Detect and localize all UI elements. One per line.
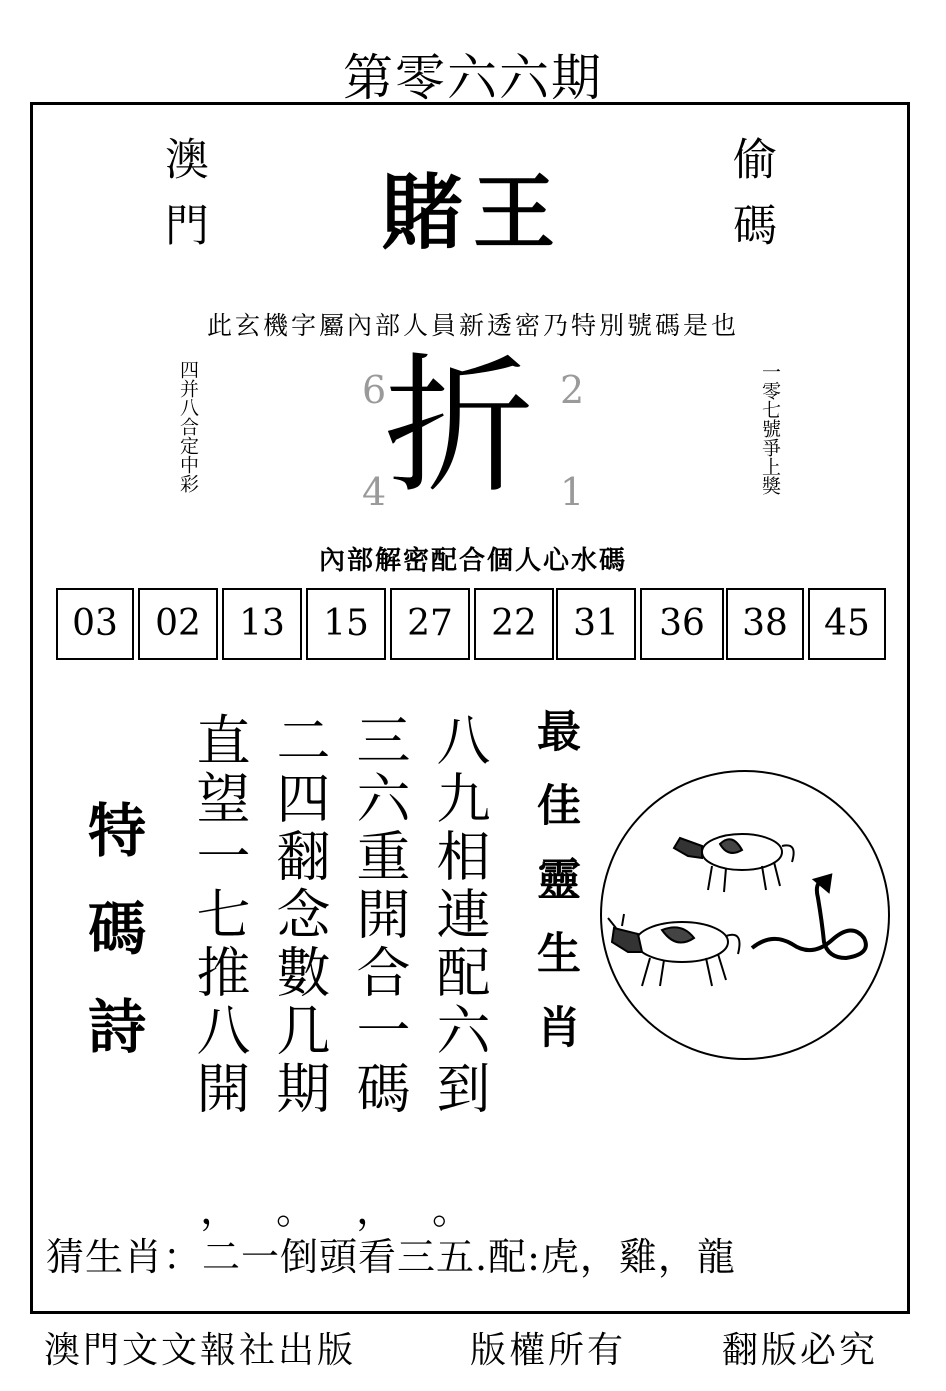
- intro-text: 此玄機字屬內部人員新透密乃特別號碼是也: [206, 311, 739, 340]
- numbers-title: 內部解密配合個人心水碼: [318, 546, 627, 576]
- poem-punctuation: ，: [356, 1187, 396, 1233]
- right-note: 一零七號爭上獎: [759, 362, 781, 495]
- poem-punctuation: ，: [200, 1187, 240, 1233]
- guess-zodiac-text: 猜生肖：二一倒頭看三五.配:虎，雞，龍: [46, 1235, 736, 1279]
- corner-digit: 4: [362, 470, 387, 514]
- corner-digit: 2: [560, 368, 585, 412]
- right-tag: 偷碼: [725, 136, 776, 268]
- number-cell: 45: [808, 588, 886, 660]
- number-cell: 13: [222, 588, 302, 660]
- issue-title: 第零六六期: [343, 49, 603, 107]
- snake-icon: [752, 876, 866, 958]
- poem-line: 直望一七推八開: [188, 712, 251, 1118]
- publisher-text: 澳門文文報社出版: [44, 1330, 357, 1371]
- number-cell: 02: [138, 588, 218, 660]
- corner-digit: 6: [362, 368, 387, 412]
- ox-icon: [674, 834, 794, 892]
- warning-text: 翻版必究: [722, 1330, 879, 1371]
- number-cell: 27: [390, 588, 470, 660]
- poem-punctuation: 。: [432, 1187, 472, 1233]
- ox-icon: [608, 914, 740, 986]
- copyright-text: 版權所有: [470, 1330, 627, 1371]
- left-tag: 澳門: [157, 136, 208, 268]
- number-cell: 15: [306, 588, 386, 660]
- number-cell: 22: [474, 588, 554, 660]
- poem-line: 二四翻念數几期: [268, 712, 331, 1118]
- poem-line: 三六重開合一碼: [348, 712, 411, 1118]
- riddle-character: 折: [384, 340, 535, 514]
- number-cell: 31: [556, 588, 636, 660]
- poem-punctuation: 。: [276, 1187, 316, 1233]
- number-cell: 03: [56, 588, 134, 660]
- number-cell: 38: [726, 588, 804, 660]
- best-zodiac-label: 最佳靈生肖: [529, 708, 580, 1078]
- corner-digit: 1: [560, 470, 585, 514]
- poem-title: 特碼詩: [78, 800, 146, 1094]
- main-title: 賭王: [380, 166, 565, 261]
- zodiac-circle: [600, 770, 890, 1060]
- poem-line: 八九相連配六到: [428, 712, 491, 1118]
- left-note: 四并八合定中彩: [177, 360, 199, 493]
- card-frame: [30, 102, 910, 1314]
- zodiac-animals: [602, 772, 888, 1058]
- number-cell: 36: [640, 588, 724, 660]
